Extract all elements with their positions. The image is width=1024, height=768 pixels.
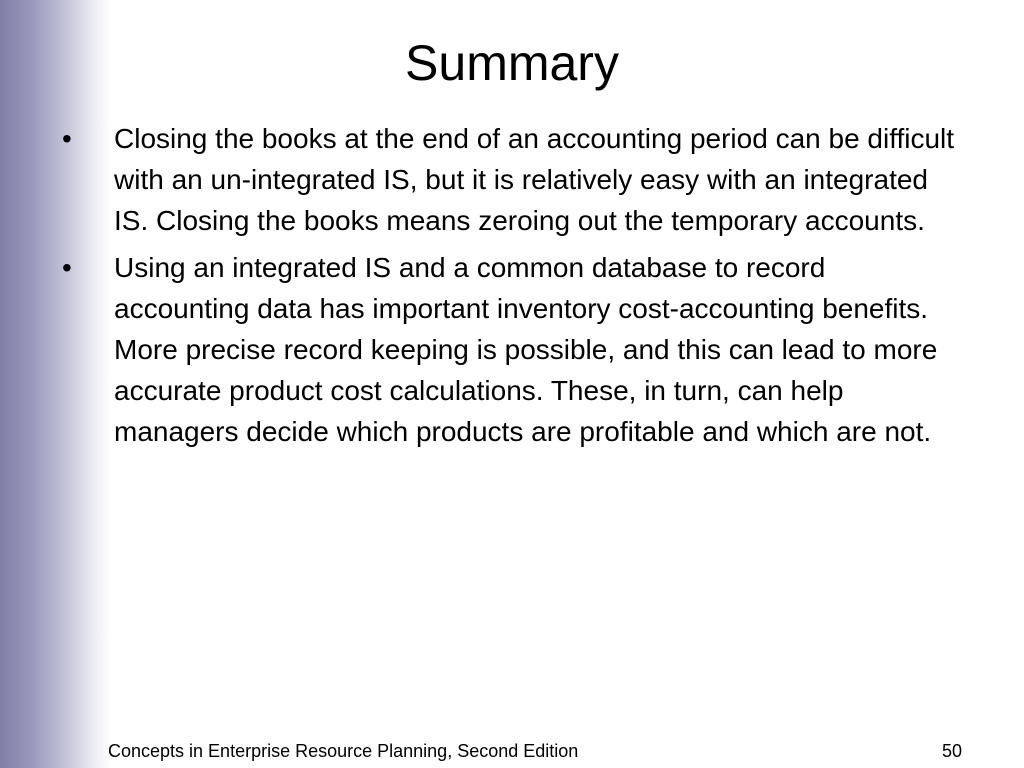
bullet-marker: •: [62, 252, 72, 283]
bullet-text-2: Using an integrated IS and a common database to record accounting data has important inventory cost-accounting benefits. More precise record keeping is possible, and this can lead to more accurate product cost calculations. These, in turn, can help managers decide which products are profitable and which are not.: [114, 252, 938, 447]
bullet-item-1: [62, 118, 962, 241]
bullet-item-2: [62, 247, 962, 452]
footer-text: Concepts in Enterprise Resource Planning, Second Edition: [108, 741, 579, 761]
bullet-text-1: Closing the books at the end of an accounting period can be difficult with an un-integrated IS, but it is relatively easy with an integrated IS. Closing the books means zeroing out the temporary accounts.: [114, 123, 955, 236]
page-number: 50: [941, 741, 962, 761]
bullet-marker: •: [62, 123, 72, 154]
bullet-list: [62, 118, 962, 458]
slide-title: Summary: [405, 35, 619, 91]
